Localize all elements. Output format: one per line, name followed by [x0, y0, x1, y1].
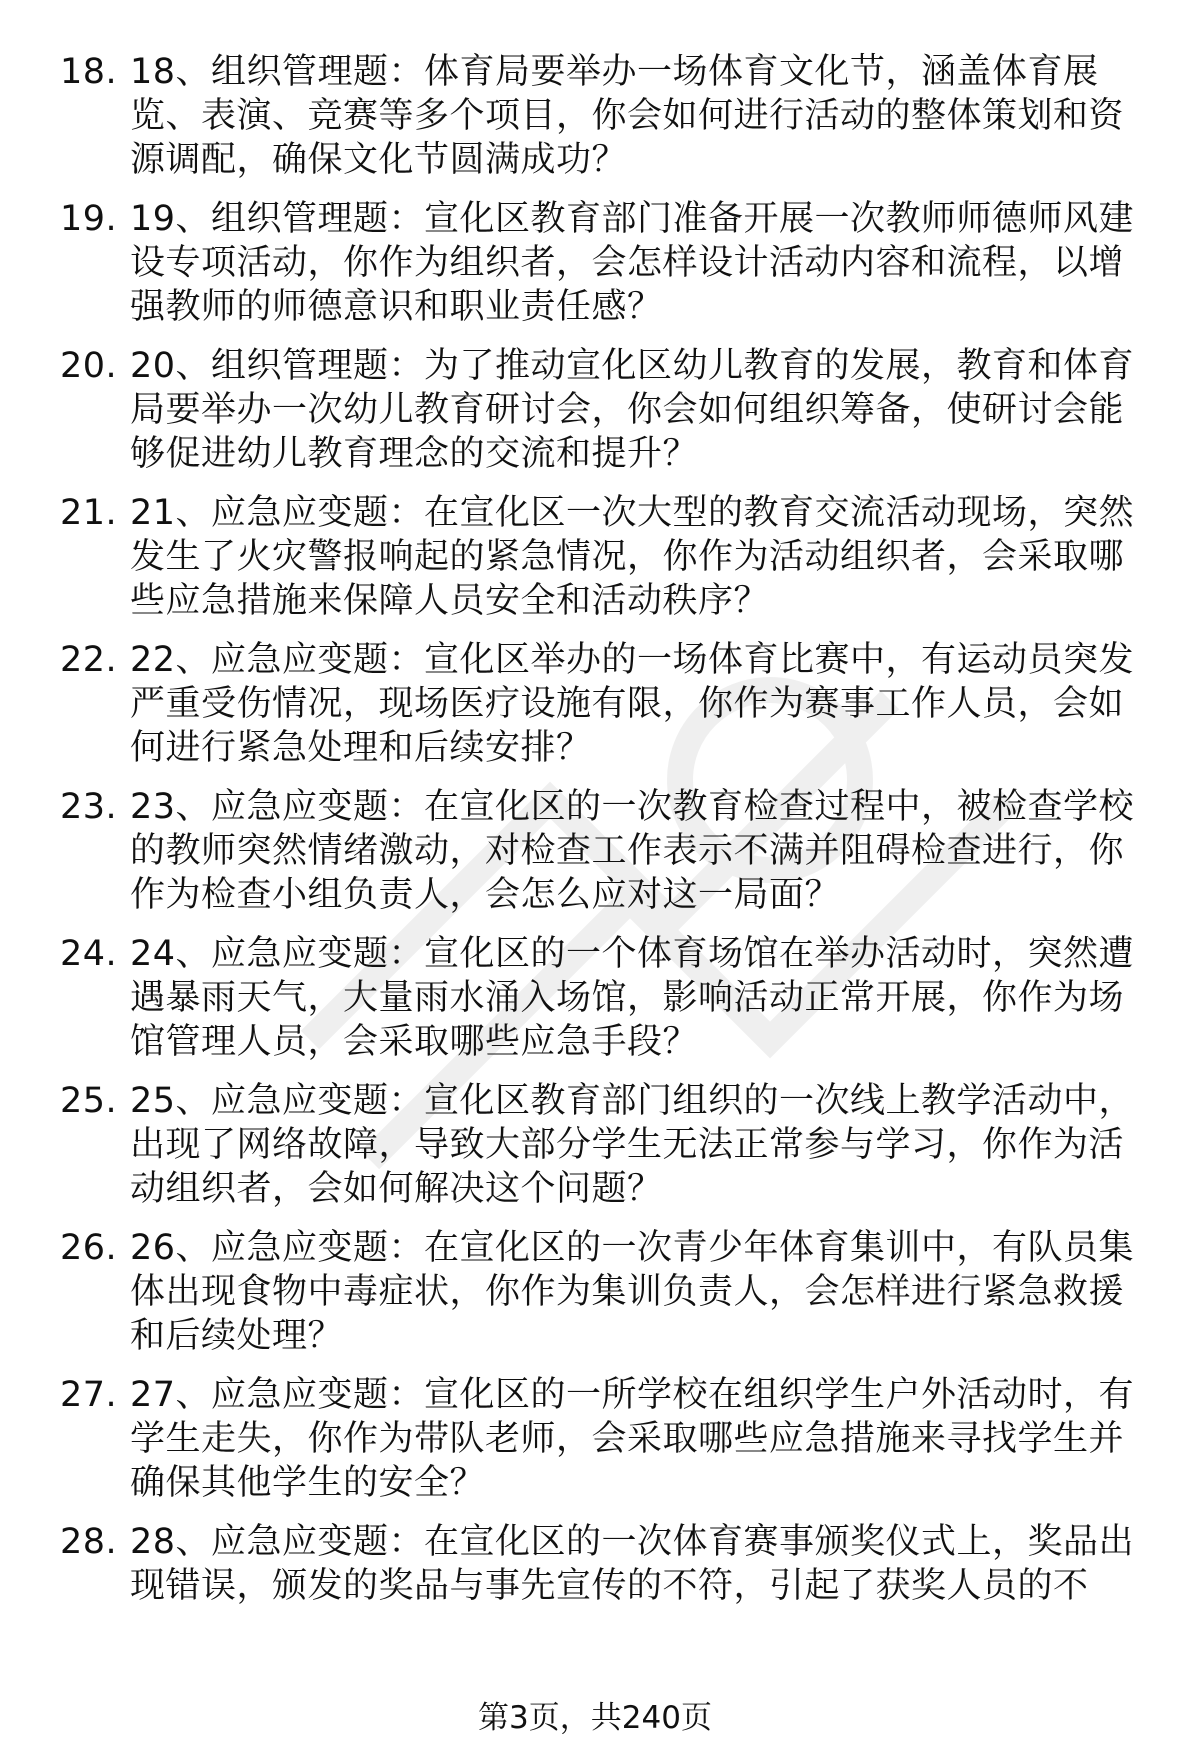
list-item	[60, 1079, 1150, 1211]
question-text: 25、应急应变题：宣化区教育部门组织的一次线上教学活动中，出现了网络故障，导致大部分学生无法正常参与学习，你作为活动组织者，会如何解决这个问题？	[130, 1081, 1135, 1209]
question-text: 27、应急应变题：宣化区的一所学校在组织学生户外活动时，有学生走失，你作为带队老师，会采取哪些应急措施来寻找学生并确保其他学生的安全？	[130, 1375, 1135, 1503]
question-text: 22、应急应变题：宣化区举办的一场体育比赛中，有运动员突发严重受伤情况，现场医疗设施有限，你作为赛事工作人员，会如何进行紧急处理和后续安排？	[130, 640, 1135, 768]
question-number: 21.	[60, 493, 118, 533]
list-item	[60, 1520, 1150, 1608]
question-number: 23.	[60, 787, 118, 827]
question-number: 26.	[60, 1228, 118, 1268]
question-number: 22.	[60, 640, 118, 680]
question-number: 25.	[60, 1081, 118, 1121]
question-text: 20、组织管理题：为了推动宣化区幼儿教育的发展，教育和体育局要举办一次幼儿教育研讨会，你会如何组织筹备，使研讨会能够促进幼儿教育理念的交流和提升？	[130, 346, 1135, 474]
question-number: 24.	[60, 934, 118, 974]
question-number: 19.	[60, 199, 118, 239]
list-item	[60, 344, 1150, 476]
question-number: 18.	[60, 52, 118, 92]
question-text: 26、应急应变题：在宣化区的一次青少年体育集训中，有队员集体出现食物中毒症状，你作为集训负责人，会怎样进行紧急救援和后续处理？	[130, 1228, 1135, 1356]
list-item	[60, 197, 1150, 329]
list-item	[60, 1373, 1150, 1505]
list-item	[60, 1226, 1150, 1358]
question-list	[60, 50, 1150, 1623]
list-item	[60, 785, 1150, 917]
list-item	[60, 638, 1150, 770]
question-number: 28.	[60, 1522, 118, 1562]
question-text: 24、应急应变题：宣化区的一个体育场馆在举办活动时，突然遭遇暴雨天气，大量雨水涌入场馆，影响活动正常开展，你作为场馆管理人员，会采取哪些应急手段？	[130, 934, 1135, 1062]
question-text: 28、应急应变题：在宣化区的一次体育赛事颁奖仪式上，奖品出现错误，颁发的奖品与事先宣传的不符，引起了获奖人员的不	[130, 1522, 1135, 1606]
question-number: 20.	[60, 346, 118, 386]
question-text: 21、应急应变题：在宣化区一次大型的教育交流活动现场，突然发生了火灾警报响起的紧急情况，你作为活动组织者，会采取哪些应急措施来保障人员安全和活动秩序？	[130, 493, 1135, 621]
list-item	[60, 932, 1150, 1064]
list-item	[60, 491, 1150, 623]
page-footer: 第3页，共240页	[478, 1700, 712, 1736]
question-text: 19、组织管理题：宣化区教育部门准备开展一次教师师德师风建设专项活动，你作为组织者，会怎样设计活动内容和流程，以增强教师的师德意识和职业责任感？	[130, 199, 1135, 327]
list-item	[60, 50, 1150, 182]
question-number: 27.	[60, 1375, 118, 1415]
question-text: 18、组织管理题：体育局要举办一场体育文化节，涵盖体育展览、表演、竞赛等多个项目，你会如何进行活动的整体策划和资源调配，确保文化节圆满成功？	[130, 52, 1125, 180]
question-text: 23、应急应变题：在宣化区的一次教育检查过程中，被检查学校的教师突然情绪激动，对检查工作表示不满并阻碍检查进行，你作为检查小组负责人，会怎么应对这一局面？	[130, 787, 1135, 915]
